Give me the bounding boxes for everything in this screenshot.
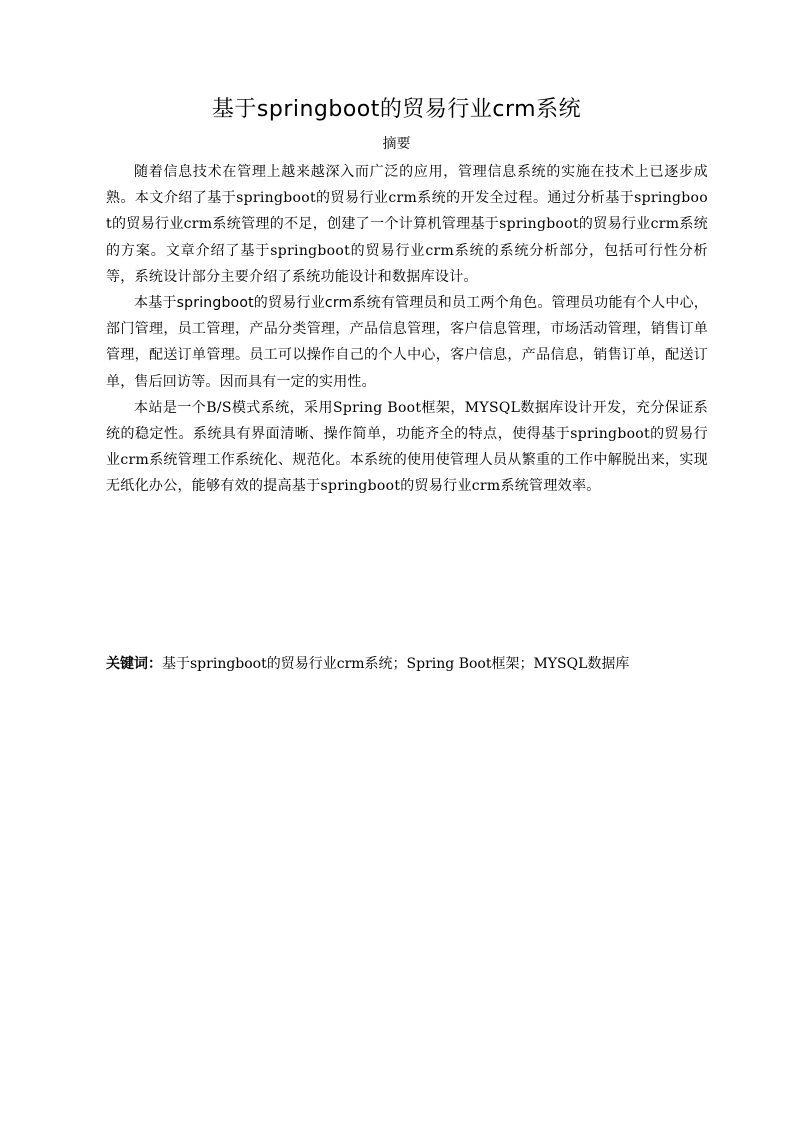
abstract-heading: 摘要	[382, 136, 411, 152]
document-title: 基于springboot的贸易行业crm系统	[211, 97, 582, 122]
keywords-label: 关键词：	[106, 656, 162, 672]
abstract-paragraph-2: 本基于springboot的贸易行业crm系统有管理员和员工两个角色。管理员功能有个人中心，部门管理，员工管理，产品分类管理，产品信息管理，客户信息管理，市场活动管理，销售订单管理，配送订单管理。员工可以操作自己的个人中心，客户信息，产品信息，销售订单，配送订单，售后回访等。因而具有一定的实用性。	[106, 295, 708, 390]
keywords-line	[106, 652, 746, 676]
abstract-paragraph-3: 本站是一个B/S模式系统，采用Spring Boot框架，MYSQL数据库设计开发，充分保证系统的稳定性。系统具有界面清晰、操作简单，功能齐全的特点，使得基于springboot的贸易行业crm系统管理工作系统化、规范化。本系统的使用使管理人员从繁重的工作中解脱出来，实现无纸化办公，能够有效的提高基于springboot的贸易行业crm系统管理效率。	[106, 399, 708, 495]
abstract-paragraph-1: 随着信息技术在管理上越来越深入而广泛的应用，管理信息系统的实施在技术上已逐步成熟。本文介绍了基于springboot的贸易行业crm系统的开发全过程。通过分析基于springboot的贸易行业crm系统管理的不足，创建了一个计算机管理基于springboot的贸易行业crm系统的方案。文章介绍了基于springboot的贸易行业crm系统的系统分析部分，包括可行性分析等，系统设计部分主要介绍了系统功能设计和数据库设计。	[106, 164, 708, 285]
abstract-body	[106, 159, 708, 500]
keywords-text: 基于springboot的贸易行业crm系统；Spring Boot框架；MYSQL数据库	[162, 656, 630, 672]
